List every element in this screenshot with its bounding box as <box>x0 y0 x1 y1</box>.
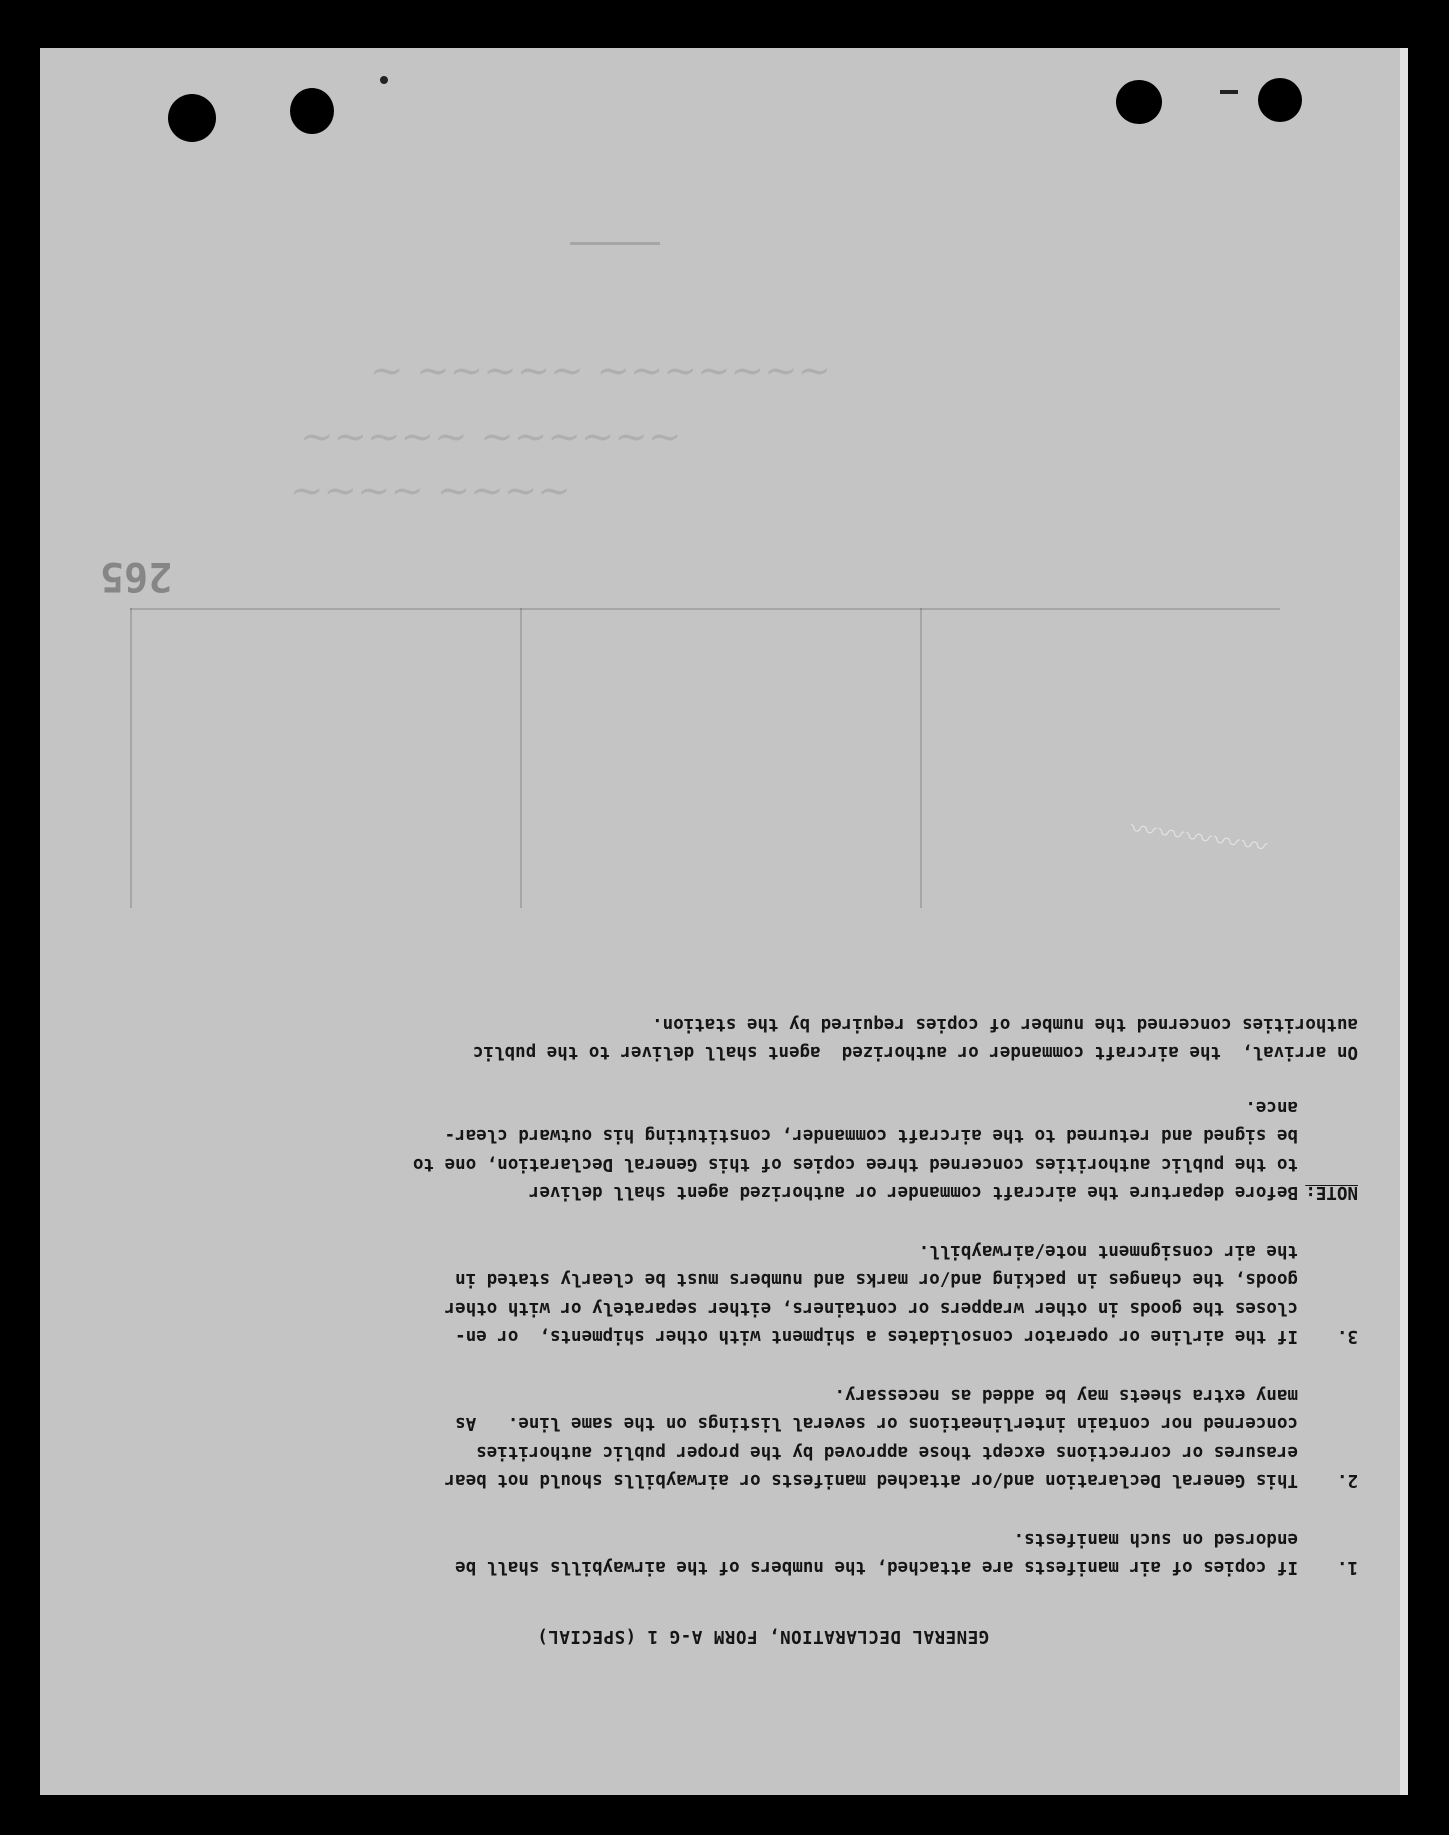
bleed-box-left <box>130 608 132 908</box>
bleed-handwriting-1: ~ ~~~~~ ~~~~~~~ <box>370 348 832 394</box>
bleed-line <box>570 242 660 245</box>
form-title: GENERAL DECLARATION, FORM A-G 1 (SPECIAL) <box>536 1626 990 1646</box>
arrival-paragraph: On arrival, the aircraft commander or authorized agent shall deliver to the public authorities concerned the number of copies required by the station. <box>472 1014 1358 1063</box>
hole-mark <box>1220 90 1238 94</box>
punch-hole-2 <box>290 88 334 134</box>
instruction-item <box>168 1525 1358 1582</box>
document-page <box>40 48 1408 1795</box>
punch-hole-3 <box>1116 80 1162 124</box>
scribble-mark: 〰〰〰〰〰 <box>1128 814 1272 864</box>
item-text: This General Declaration and/or attached manifests or airwaybills should not bear erasures or corrections except those approved by the proper public authorities concerned nor contain interlineations or several listings on the same line. As many extra sheets may be added as necessary. <box>444 1385 1298 1491</box>
item-number: 3. <box>1336 1326 1358 1347</box>
page-number: 265 <box>100 553 173 599</box>
note-text: Before departure the aircraft commander or authorized agent shall deliver to the public authorities concerned three copies of this General Declaration, one to be signed and returned to the aircraft commander, constituting his outward clear- ance. <box>412 1097 1298 1203</box>
instruction-item <box>168 1237 1358 1351</box>
punch-hole-1 <box>168 94 216 142</box>
note-block <box>168 1093 1358 1207</box>
item-number: 2. <box>1336 1470 1358 1491</box>
instruction-item <box>168 1381 1358 1495</box>
bleed-box-mid <box>520 608 522 908</box>
bleed-handwriting-2: ~~~~~ ~~~~~~ <box>300 414 682 460</box>
note-label: NOTE: <box>1305 1182 1358 1203</box>
punch-hole-4 <box>1258 78 1302 122</box>
bleed-box-right <box>920 608 922 908</box>
item-number: 1. <box>1336 1557 1358 1578</box>
item-text: If the airline or operator consolidates a shipment with other shipments, or en- closes the goods in other wrappers or containers, either separately or with other goods, the changes in packing and/or marks and numbers must be clearly stated in the air consignment note/airwaybill. <box>444 1241 1298 1347</box>
bleed-handwriting-3: ~~~~ ~~~~ <box>290 468 571 514</box>
hole-mark-small <box>380 76 388 84</box>
bleed-box-top <box>130 608 1280 610</box>
item-text: If copies of air manifests are attached, the numbers of the airwaybills shall be endorsed on such manifests. <box>455 1529 1298 1578</box>
declaration-instructions <box>168 970 1358 1650</box>
